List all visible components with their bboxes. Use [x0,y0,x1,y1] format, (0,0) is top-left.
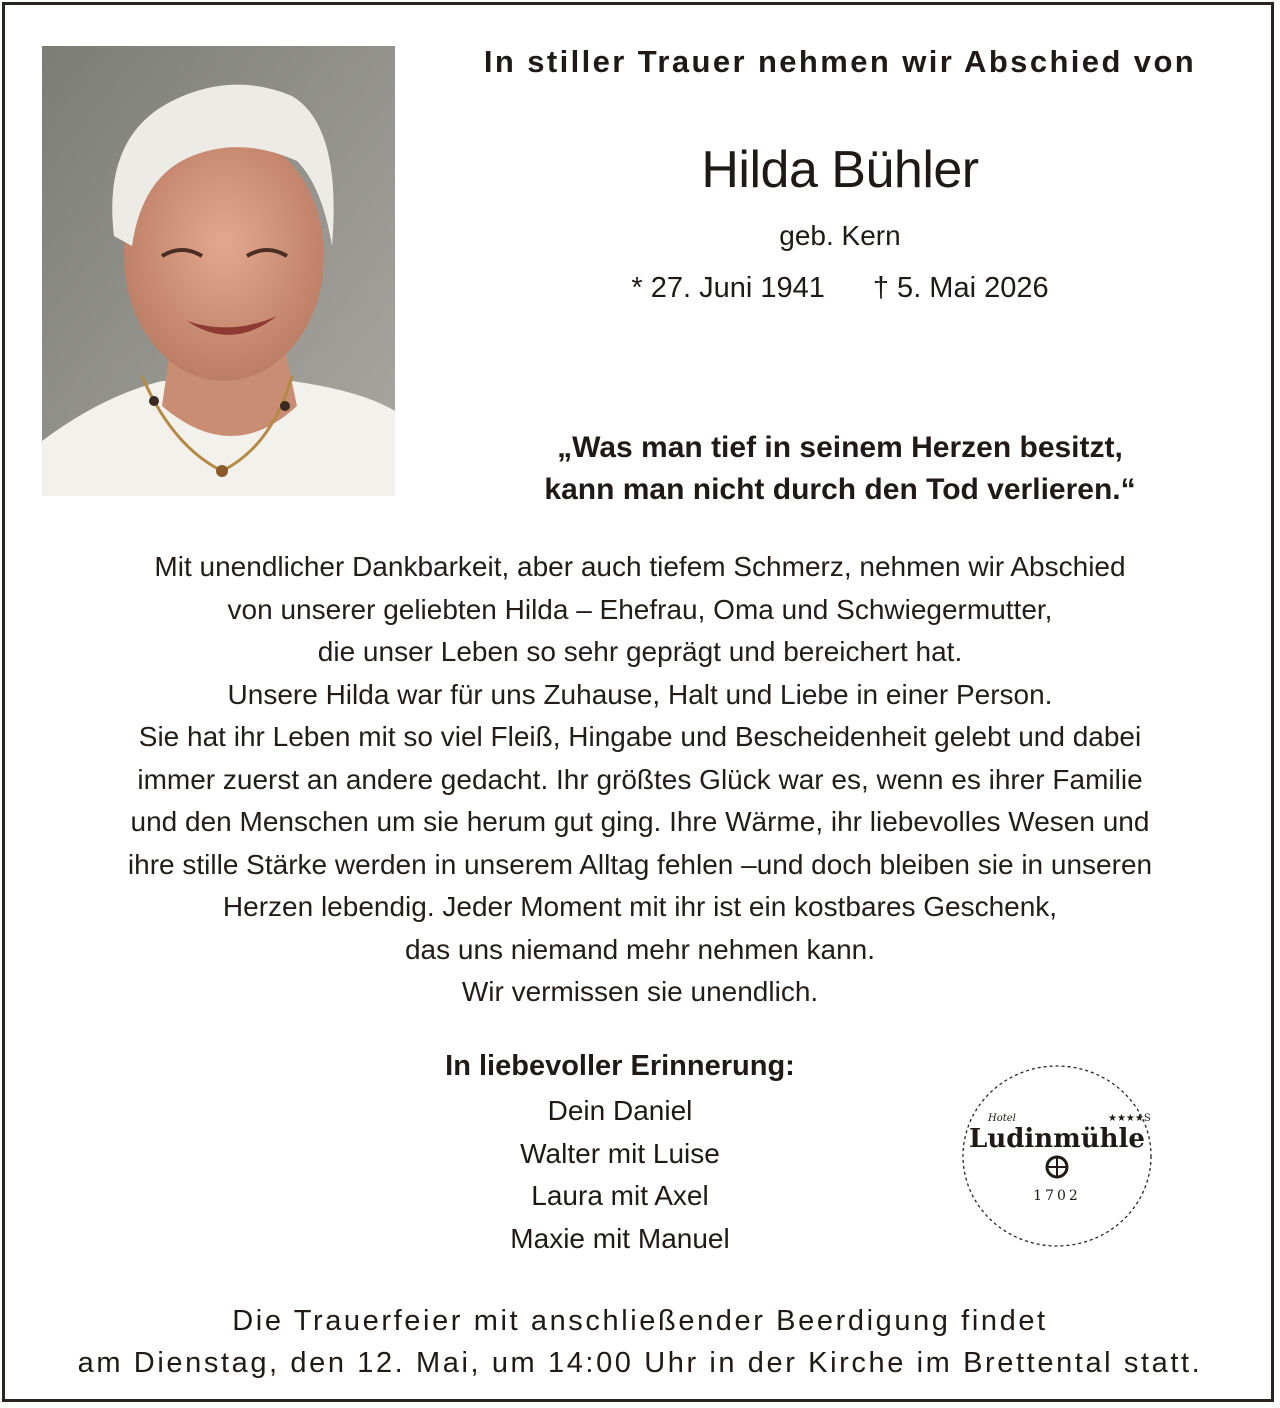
text-line: das uns niemand mehr nehmen kann. [404,933,876,965]
memory-heading: In liebevoller Erinnerung: [445,1050,795,1082]
funeral-info [20,1300,1260,1384]
obituary-text [40,546,1240,1014]
quote-line: kann man nicht durch den Tod verlieren.“ [544,473,1136,506]
death-date: † 5. Mai 2026 [872,272,1049,304]
family-member: Walter mit Luise [520,1137,720,1169]
memorial-quote [420,427,1260,511]
text-line: und den Menschen um sie herum gut ging. Ihre Wärme, ihr liebevolles Wesen und [130,806,1150,837]
intro-heading: In stiller Trauer nehmen wir Abschied von [483,44,1197,79]
text-line: Unsere Hilda war für uns Zuhause, Halt und Liebe in einer Person. [227,678,1053,710]
text-line: von unserer geliebten Hilda – Ehefrau, Oma und Schwiegermutter, [227,593,1053,625]
logo-stars: ★★★★S [1108,1113,1151,1124]
quote-line: „Was man tief in seinem Herzen besitzt, [557,431,1123,464]
family-member: Laura mit Axel [531,1180,709,1211]
logo-year: 1702 [1033,1188,1081,1204]
text-line: ihre stille Stärke werden in unserem Alltag fehlen –und doch bleiben sie in unseren [127,848,1153,880]
footer-line: Die Trauerfeier mit anschließender Beerdigung findet [232,1305,1048,1337]
text-line: Mit unendlicher Dankbarkeit, aber auch tiefem Schmerz, nehmen wir Abschied [154,551,1126,582]
logo-name: Ludinmühle [969,1124,1145,1154]
life-dates [420,272,1260,305]
portrait-photo [42,46,395,496]
text-line: die unser Leben so sehr geprägt und bereichert hat. [317,636,963,667]
text-line: Herzen lebendig. Jeder Moment mit ihr ist ein kostbares Geschenk, [222,891,1058,922]
deceased-name: Hilda Bühler [701,141,979,199]
footer-line: am Dienstag, den 12. Mai, um 14:00 Uhr in der Kirche im Brettental statt. [77,1347,1203,1379]
family-list [370,1090,870,1260]
text-line: Sie hat ihr Leben mit so viel Fleiß, Hingabe und Bescheidenheit gelebt und dabei [138,721,1142,752]
wheel-icon [1047,1157,1067,1177]
birth-name: geb. Kern [779,220,901,251]
hotel-logo [960,1063,1155,1250]
logo-hotel-text: Hotel [988,1113,1016,1124]
birth-date: * 27. Juni 1941 [631,272,825,304]
family-member: Maxie mit Manuel [510,1222,730,1254]
family-member: Dein Daniel [547,1095,693,1126]
text-line: immer zuerst an andere gedacht. Ihr größtes Glück war es, wenn es ihrer Familie [137,763,1143,795]
text-line: Wir vermissen sie unendlich. [461,976,819,1007]
